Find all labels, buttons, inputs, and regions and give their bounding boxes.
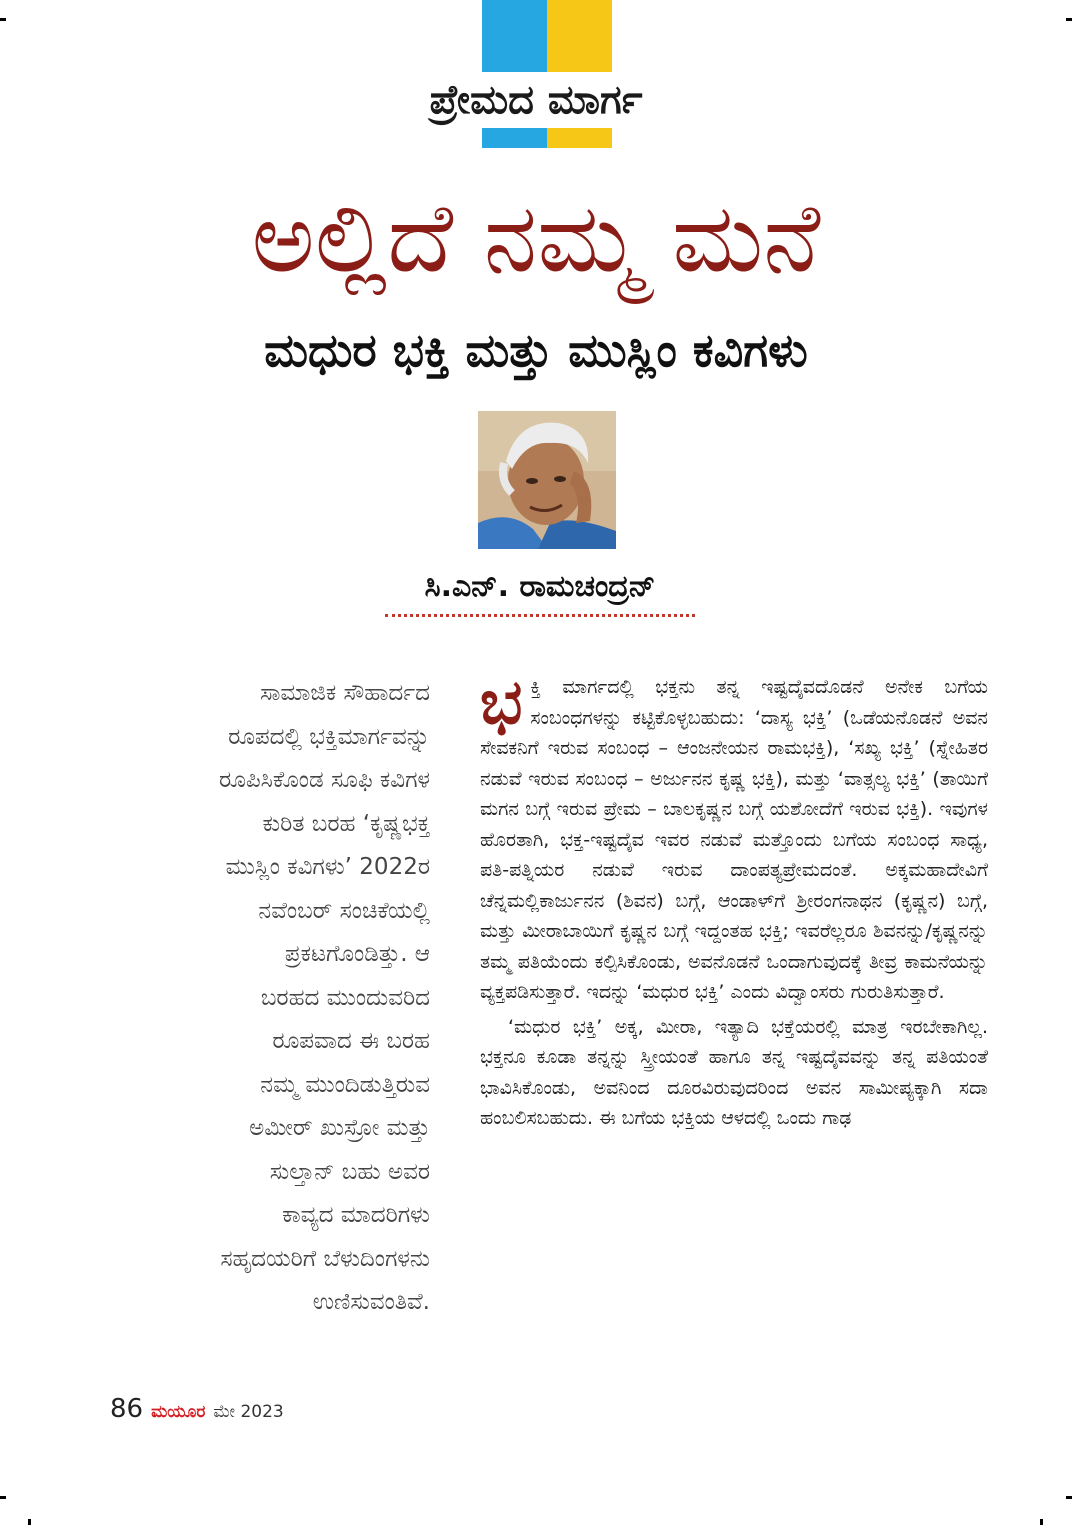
article-subtitle: ಮಧುರ ಭಕ್ತಿ ಮತ್ತು ಮುಸ್ಲಿಂ ಕವಿಗಳು: [264, 323, 808, 377]
pull-quote: [110, 672, 430, 1325]
author-dotted-rule: [385, 614, 695, 617]
magazine-logo: ಮಯೂರ: [151, 1402, 206, 1422]
crop-mark: [0, 1496, 6, 1499]
page-number: 86: [110, 1394, 144, 1424]
page-footer: [110, 1394, 284, 1430]
body-paragraph: ‘ಮಧುರ ಭಕ್ತಿ’ ಅಕ್ಕ, ಮೀರಾ, ಇತ್ಯಾದಿ ಭಕ್ತೆಯರಲ್ಲಿ ಮಾತ್ರ ಇರಬೇಕಾಗಿಲ್ಲ. ಭಕ್ತನೂ ಕೂಡಾ ತನ್ನನ್ನು ಸ್ತ್ರೀಯಂತೆ ಹಾಗೂ ತನ್ನ ಇಷ್ಟದೈವವನ್ನು ತನ್ನ ಪತಿಯಂತೆ ಭಾವಿಸಿಕೊಂಡು, ಅವನಿಂದ ದೂರವಿರುವುದರಿಂದ ಅವನ ಸಾಮೀಪ್ಯಕ್ಕಾಗಿ ಸದಾ ಹಂಬಲಿಸಬಹುದು. ಈ ಬಗೆಯ ಭಕ್ತಿಯ ಆಳದಲ್ಲಿ ಒಂದು ಗಾಢ: [480, 1015, 988, 1129]
pull-quote-line: ರೂಪದಲ್ಲಿ ಭಕ್ತಿಮಾರ್ಗವನ್ನು: [228, 723, 430, 750]
author-name: ಸಿ.ಎನ್. ರಾಮಚಂದ್ರನ್: [424, 569, 656, 604]
crop-mark: [1066, 1496, 1072, 1499]
crop-mark: [1066, 18, 1072, 21]
article-title: ಅಲ್ಲಿದೆ ನಮ್ಮ ಮನೆ: [251, 182, 821, 294]
body-paragraph: [480, 665, 988, 1008]
pull-quote-line: ಸಾಮಾಜಿಕ ಸೌಹಾರ್ದದ: [260, 680, 430, 706]
pull-quote-line: ರೂಪವಾದ ಈ ಬರಹ: [272, 1028, 430, 1054]
article-body: [480, 665, 988, 1134]
pull-quote-line: ನವೆಂಬರ್ ಸಂಚಿಕೆಯಲ್ಲಿ: [258, 897, 430, 924]
issue-date: ಮೇ 2023: [213, 1402, 284, 1422]
pull-quote-line: ಉಣಿಸುವಂತಿವೆ.: [312, 1289, 430, 1315]
pull-quote-line: ನಮ್ಮ ಮುಂದಿಡುತ್ತಿರುವ: [260, 1071, 430, 1098]
drop-cap: ಭ: [480, 665, 523, 738]
pull-quote-line: ಸುಲ್ತಾನ್ ಬಹು ಅವರ: [269, 1158, 430, 1185]
pull-quote-line: ಬರಹದ ಮುಂದುವರಿದ: [260, 984, 430, 1011]
crop-mark: [0, 18, 6, 21]
pull-quote-line: ಪ್ರಕಟಗೊಂಡಿತ್ತು. ಆ: [284, 941, 430, 967]
crop-mark: [1040, 1519, 1043, 1525]
paragraph-text: ಕ್ತಿ ಮಾರ್ಗದಲ್ಲಿ ಭಕ್ತನು ತನ್ನ ಇಷ್ಟದೈವದೊಡನೆ ಅನೇಕ ಬಗೆಯ ಸಂಬಂಧಗಳನ್ನು ಕಟ್ಟಿಕೊಳ್ಳಬಹುದು: ‘ದಾಸ್ಯ ಭಕ್ತಿ’ (ಒಡೆಯನೊಡನೆ ಅವನ ಸೇವಕನಿಗೆ ಇರುವ ಸಂಬಂಧ – ಆಂಜನೇಯನ ರಾಮಭಕ್ತಿ), ‘ಸಖ್ಯ ಭಕ್ತಿ’ (ಸ್ನೇಹಿತರ ನಡುವೆ ಇರುವ ಸಂಬಂಧ – ಅರ್ಜುನನ ಕೃಷ್ಣ ಭಕ್ತಿ), ಮತ್ತು ‘ವಾತ್ಸಲ್ಯ ಭಕ್ತಿ’ (ತಾಯಿಗೆ ಮಗನ ಬಗ್ಗೆ ಇರುವ ಪ್ರೇಮ – ಬಾಲಕೃಷ್ಣನ ಬಗ್ಗೆ ಯಶೋದೆಗೆ ಇರುವ ಭಕ್ತಿ). ಇವುಗಳ ಹೊರತಾಗಿ, ಭಕ್ತ-ಇಷ್ಟದೈವ ಇವರ ನಡುವೆ ಮತ್ತೊಂದು ಬಗೆಯ ಸಂಬಂಧ ಸಾಧ್ಯ, ಪತಿ-ಪತ್ನಿಯರ ನಡುವೆ ಇರುವ ದಾಂಪತ್ಯಪ್ರೇಮದಂತೆ. ಅಕ್ಕಮಹಾದೇವಿಗೆ ಚೆನ್ನಮಲ್ಲಿಕಾರ್ಜುನನ (ಶಿವನ) ಬಗ್ಗೆ, ಆಂಡಾಳ್‌ಗೆ ಶ್ರೀರಂಗನಾಥನ (ಕೃಷ್ಣನ) ಬಗ್ಗೆ, ಮತ್ತು ಮೀರಾಬಾಯಿಗೆ ಕೃಷ್ಣನ ಬಗ್ಗೆ ಇದ್ದಂತಹ ಭಕ್ತಿ; ಇವರೆಲ್ಲರೂ ಶಿವನನ್ನು/ಕೃಷ್ಣನನ್ನು ತಮ್ಮ ಪತಿಯೆಂದು ಕಲ್ಪಿಸಿಕೊಂಡು, ಅವನೊಡನೆ ಒಂದಾಗುವುದಕ್ಕೆ ತೀವ್ರ ಕಾಮನೆಯನ್ನು ವ್ಯಕ್ತಪಡಿಸುತ್ತಾರೆ. ಇದನ್ನು ‘ಮಧುರ ಭಕ್ತಿ’ ಎಂದು ವಿದ್ವಾಂಸರು ಗುರುತಿಸುತ್ತಾರೆ.: [480, 676, 988, 1003]
pull-quote-line: ರೂಪಿಸಿಕೊಂಡ ಸೂಫಿ ಕವಿಗಳ: [219, 767, 430, 793]
pull-quote-line: ಕಾವ್ಯದ ಮಾದರಿಗಳು: [282, 1202, 430, 1228]
pull-quote-line: ಸಹೃದಯರಿಗೆ ಬೆಳುದಿಂಗಳನು: [220, 1245, 430, 1272]
pull-quote-line: ಕುರಿತ ಬರಹ ‘ಕೃಷ್ಣಭಕ್ತ: [262, 810, 430, 837]
crop-mark: [28, 1519, 31, 1525]
pull-quote-line: ಅಮೀರ್ ಖುಸ್ರೋ ಮತ್ತು: [249, 1115, 430, 1141]
author-portrait-illustration: [478, 411, 616, 549]
pull-quote-line: ಮುಸ್ಲಿಂ ಕವಿಗಳು’ 2022ರ: [225, 854, 430, 880]
section-label: ಪ್ರೇಮದ ಮಾರ್ಗ: [429, 77, 643, 123]
author-photo: [478, 411, 616, 549]
